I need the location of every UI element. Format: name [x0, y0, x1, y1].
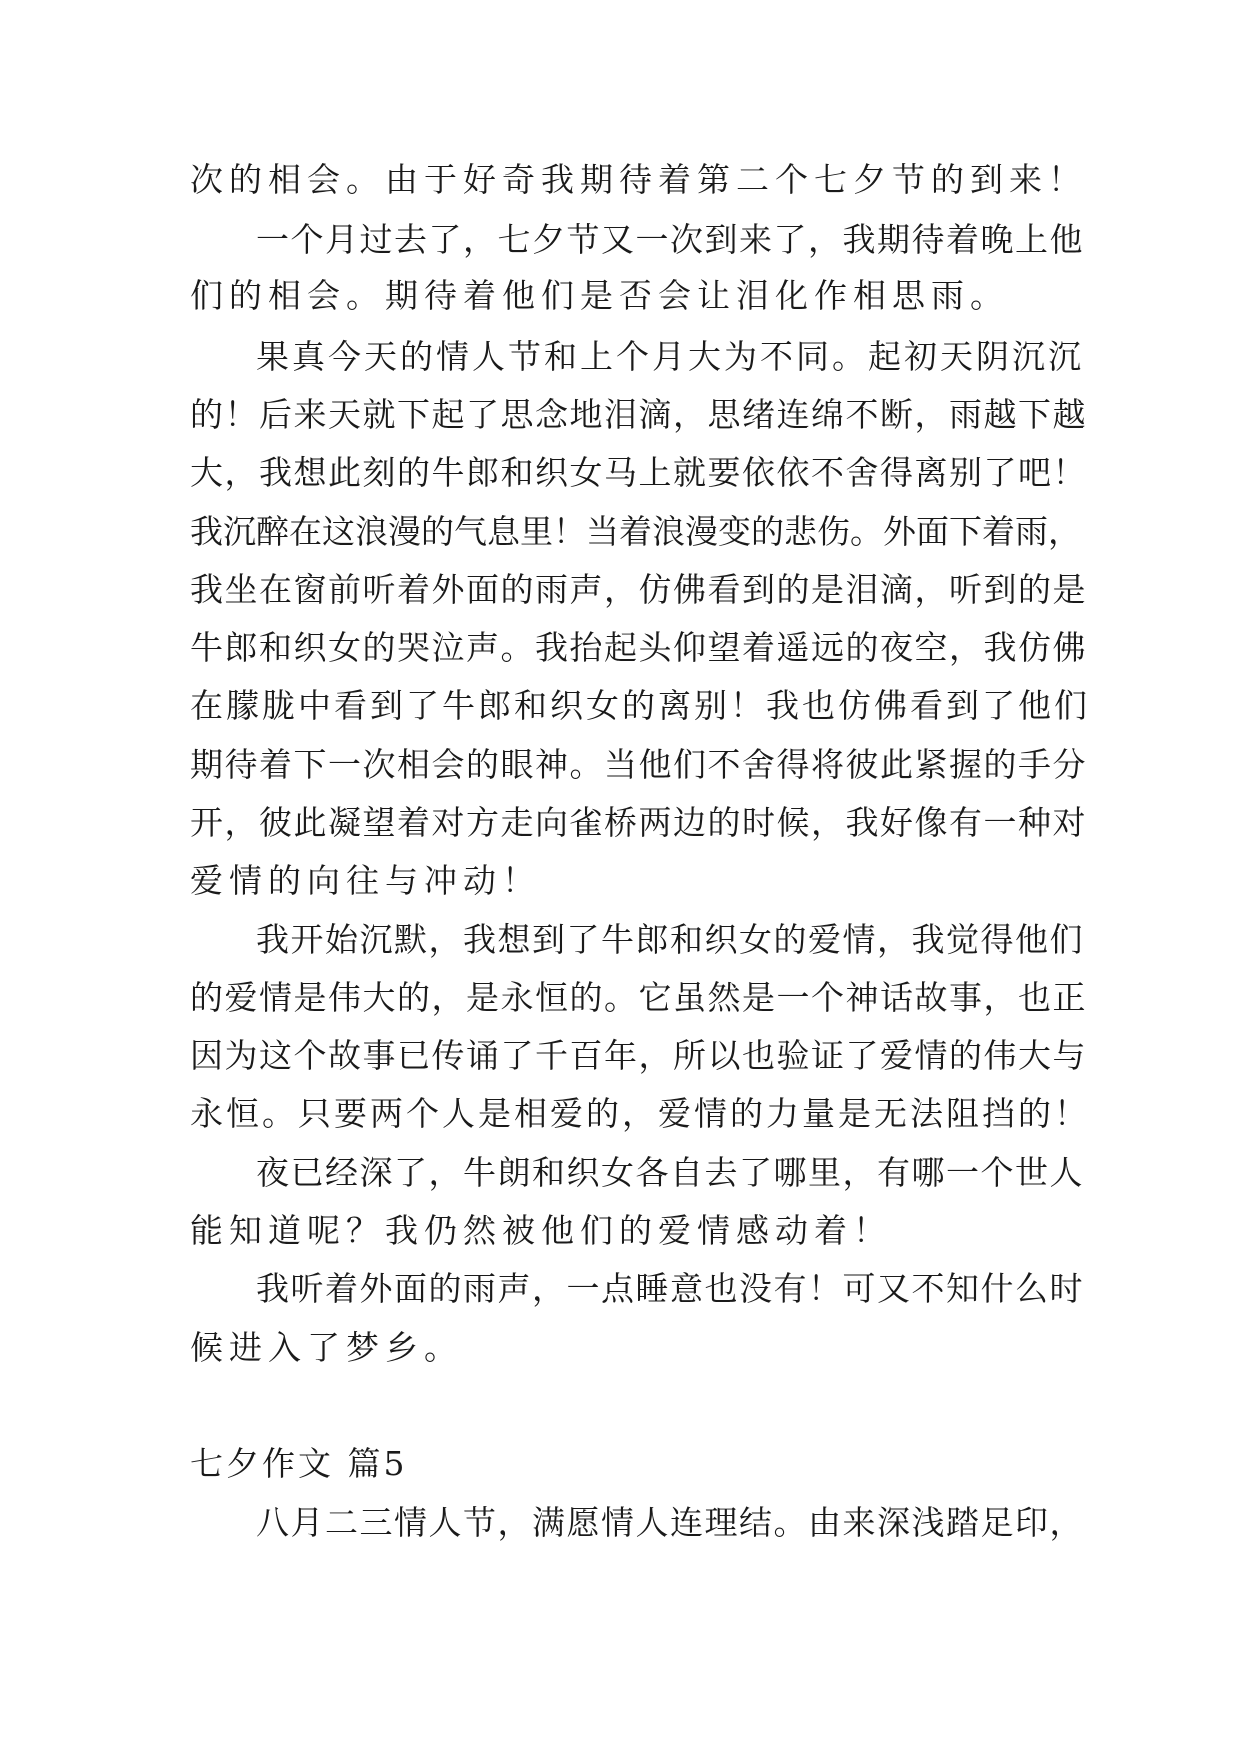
- text-line: 期待着下一次相会的眼神。当他们不舍得将彼此紧握的手分: [190, 745, 1087, 784]
- text-line: 开，彼此凝望着对方走向雀桥两边的时候，我好像有一种对: [190, 803, 1087, 842]
- text-line: 我坐在窗前听着外面的雨声，仿佛看到的是泪滴，听到的是: [190, 570, 1087, 609]
- text-line: 的！后来天就下起了思念地泪滴，思绪连绵不断，雨越下越: [190, 395, 1087, 434]
- text-line: 爱情的向往与冲动！: [190, 861, 541, 900]
- text-line: 候进入了梦乡。: [190, 1328, 463, 1367]
- text-line: 的爱情是伟大的，是永恒的。它虽然是一个神话故事，也正: [190, 978, 1087, 1017]
- text-line: 牛郎和织女的哭泣声。我抬起头仰望着遥远的夜空，我仿佛: [190, 628, 1087, 667]
- text-line: 我沉醉在这浪漫的气息里！当着浪漫变的悲伤。外面下着雨，: [190, 512, 1081, 551]
- text-line: 次的相会。由于好奇我期待着第二个七夕节的到来！: [190, 160, 1087, 199]
- paragraph-start-line: 果真今天的情人节和上个月大为不同。起初天阴沉沉: [256, 337, 1084, 376]
- paragraph-start-line: 我开始沉默，我想到了牛郎和织女的爱情，我觉得他们: [256, 920, 1084, 959]
- paragraph-start-line: 我听着外面的雨声，一点睡意也没有！可又不知什么时: [256, 1269, 1084, 1308]
- text-line: 们的相会。期待着他们是否会让泪化作相思雨。: [190, 276, 1009, 315]
- text-line: 因为这个故事已传诵了千百年，所以也验证了爱情的伟大与: [190, 1036, 1087, 1075]
- text-line: 能知道呢？我仍然被他们的爱情感动着！: [190, 1211, 892, 1250]
- paragraph-start-line: 八月二三情人节，满愿情人连理结。由来深浅踏足印，: [256, 1503, 1084, 1542]
- text-line: 永恒。只要两个人是相爱的，爱情的力量是无法阻挡的！: [190, 1094, 1090, 1133]
- text-line: 在朦胧中看到了牛郎和织女的离别！我也仿佛看到了他们: [190, 686, 1090, 725]
- paragraph-start-line: 一个月过去了，七夕节又一次到来了，我期待着晚上他: [256, 220, 1084, 259]
- section-heading: 七夕作文 篇5: [190, 1444, 408, 1483]
- paragraph-start-line: 夜已经深了，牛朗和织女各自去了哪里，有哪一个世人: [256, 1153, 1084, 1192]
- text-line: 大，我想此刻的牛郎和织女马上就要依依不舍得离别了吧！: [190, 453, 1087, 492]
